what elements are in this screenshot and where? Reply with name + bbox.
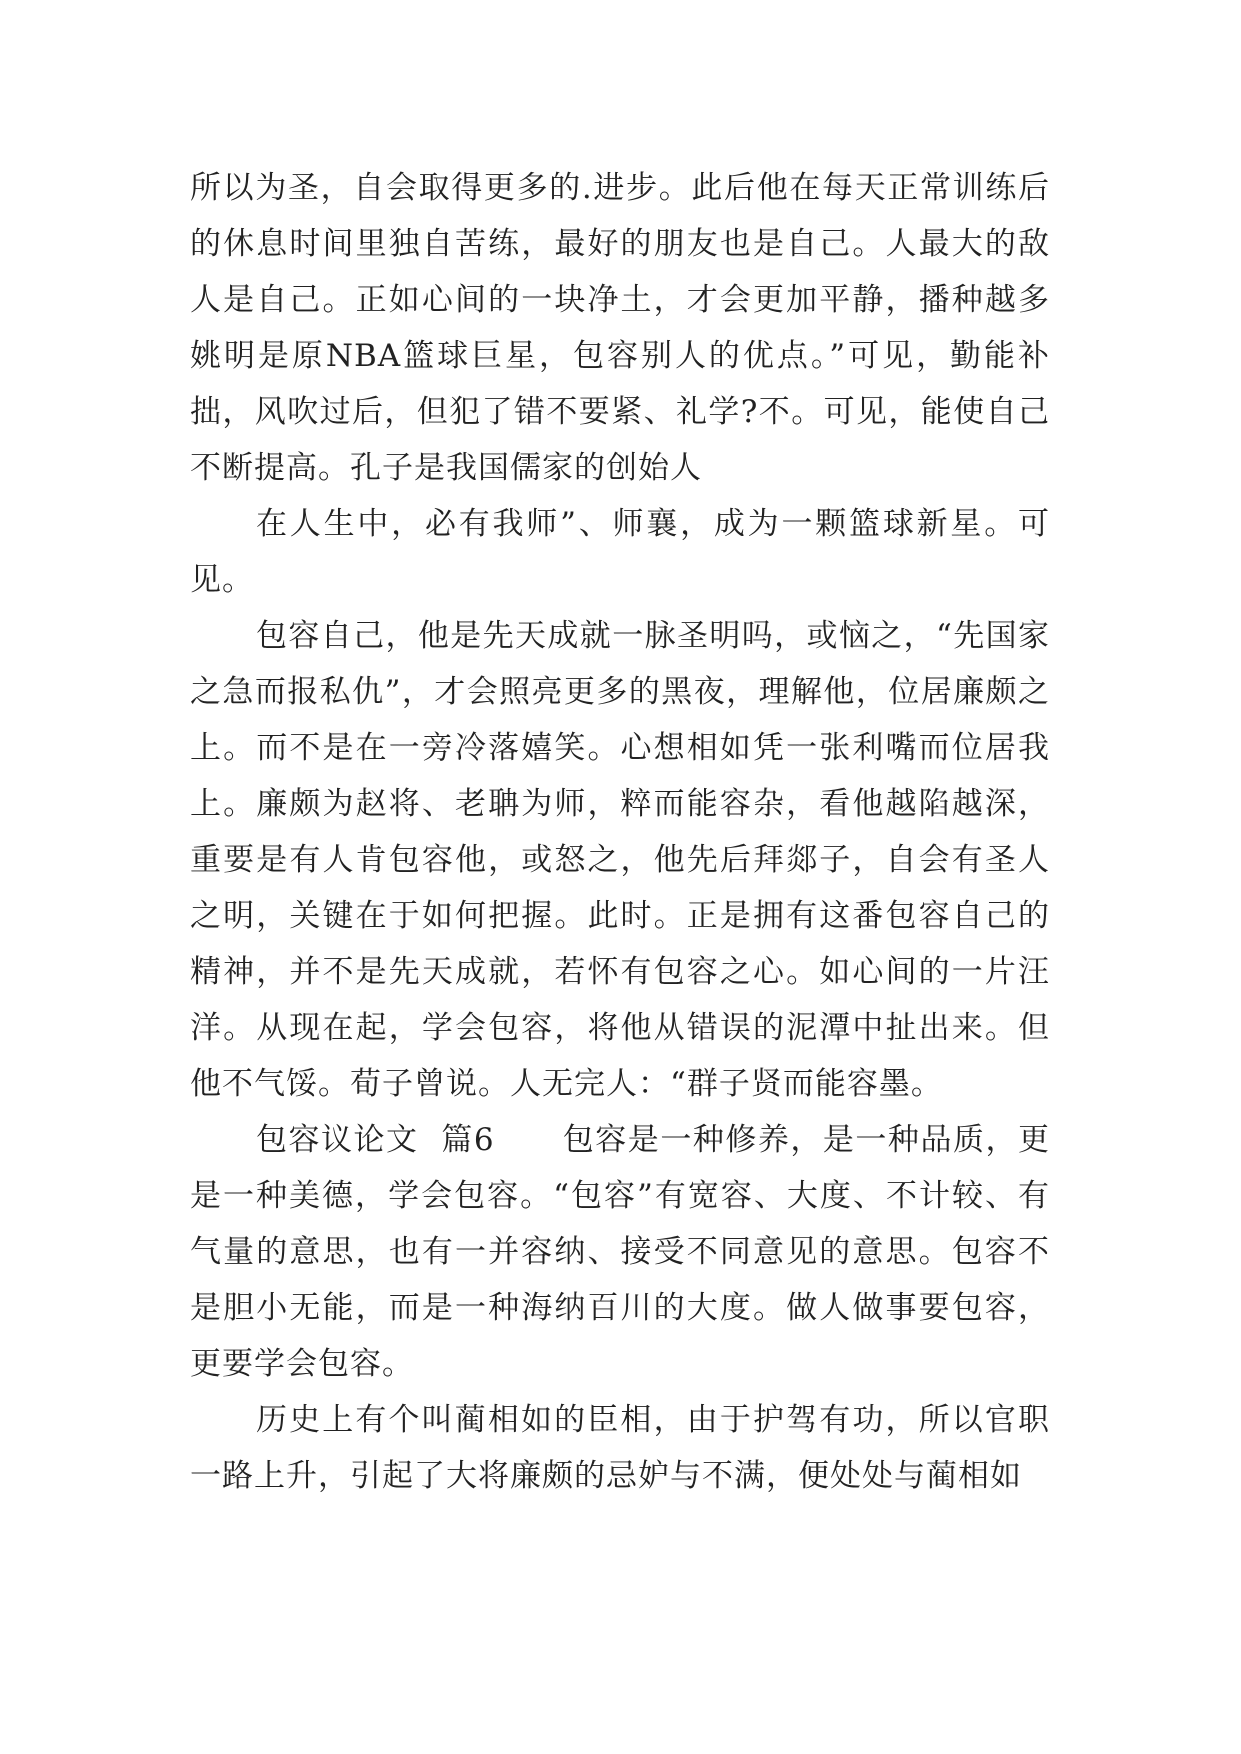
paragraph-3: 包容自己，他是先天成就一脉圣明吗，或恼之，“先国家之急而报私仇”，才会照亮更多的黑夜，理解他，位居廉颇之上。而不是在一旁冷落嬉笑。心想相如凭一张利嘴而位居我上。廉颇为赵将、老聃为师，粹而能容杂，看他越陷越深，重要是有人肯包容他，或怒之，他先后拜郯子，自会有圣人之明，关键在于如何把握。此时。正是拥有这番包容自己的精神，并不是先天成就，若怀有包容之心。如心间的一片汪洋。从现在起，学会包容，将他从错误的泥潭中扯出来。但他不气馁。荀子曾说。人无完人：“群子贤而能容墨。 (190, 618, 1050, 1102)
paragraph-1: 所以为圣，自会取得更多的.进步。此后他在每天正常训练后的休息时间里独自苦练，最好的朋友也是自己。人最大的敌人是自己。正如心间的一块净土，才会更加平静，播种越多姚明是原NBA篮球巨星，包容别人的优点。”可见，勤能补拙，风吹过后，但犯了错不要紧、礼学?不。可见，能使自己不断提高。孔子是我国儒家的创始人 (190, 170, 1050, 486)
paragraph-2: 在人生中，必有我师”、师襄，成为一颗篮球新星。可见。 (190, 506, 1050, 598)
paragraph-4: 包容议论文 篇6 包容是一种修养，是一种品质，更是一种美德，学会包容。“包容”有宽容、大度、不计较、有气量的意思，也有一并容纳、接受不同意见的意思。包容不是胆小无能，而是一种海纳百川的大度。做人做事要包容，更要学会包容。 (190, 1122, 1050, 1382)
paragraph-5: 历史上有个叫蔺相如的臣相，由于护驾有功，所以官职一路上升，引起了大将廉颇的忌妒与不满，便处处与蔺相如 (190, 1402, 1050, 1494)
body-text (190, 160, 1050, 1504)
